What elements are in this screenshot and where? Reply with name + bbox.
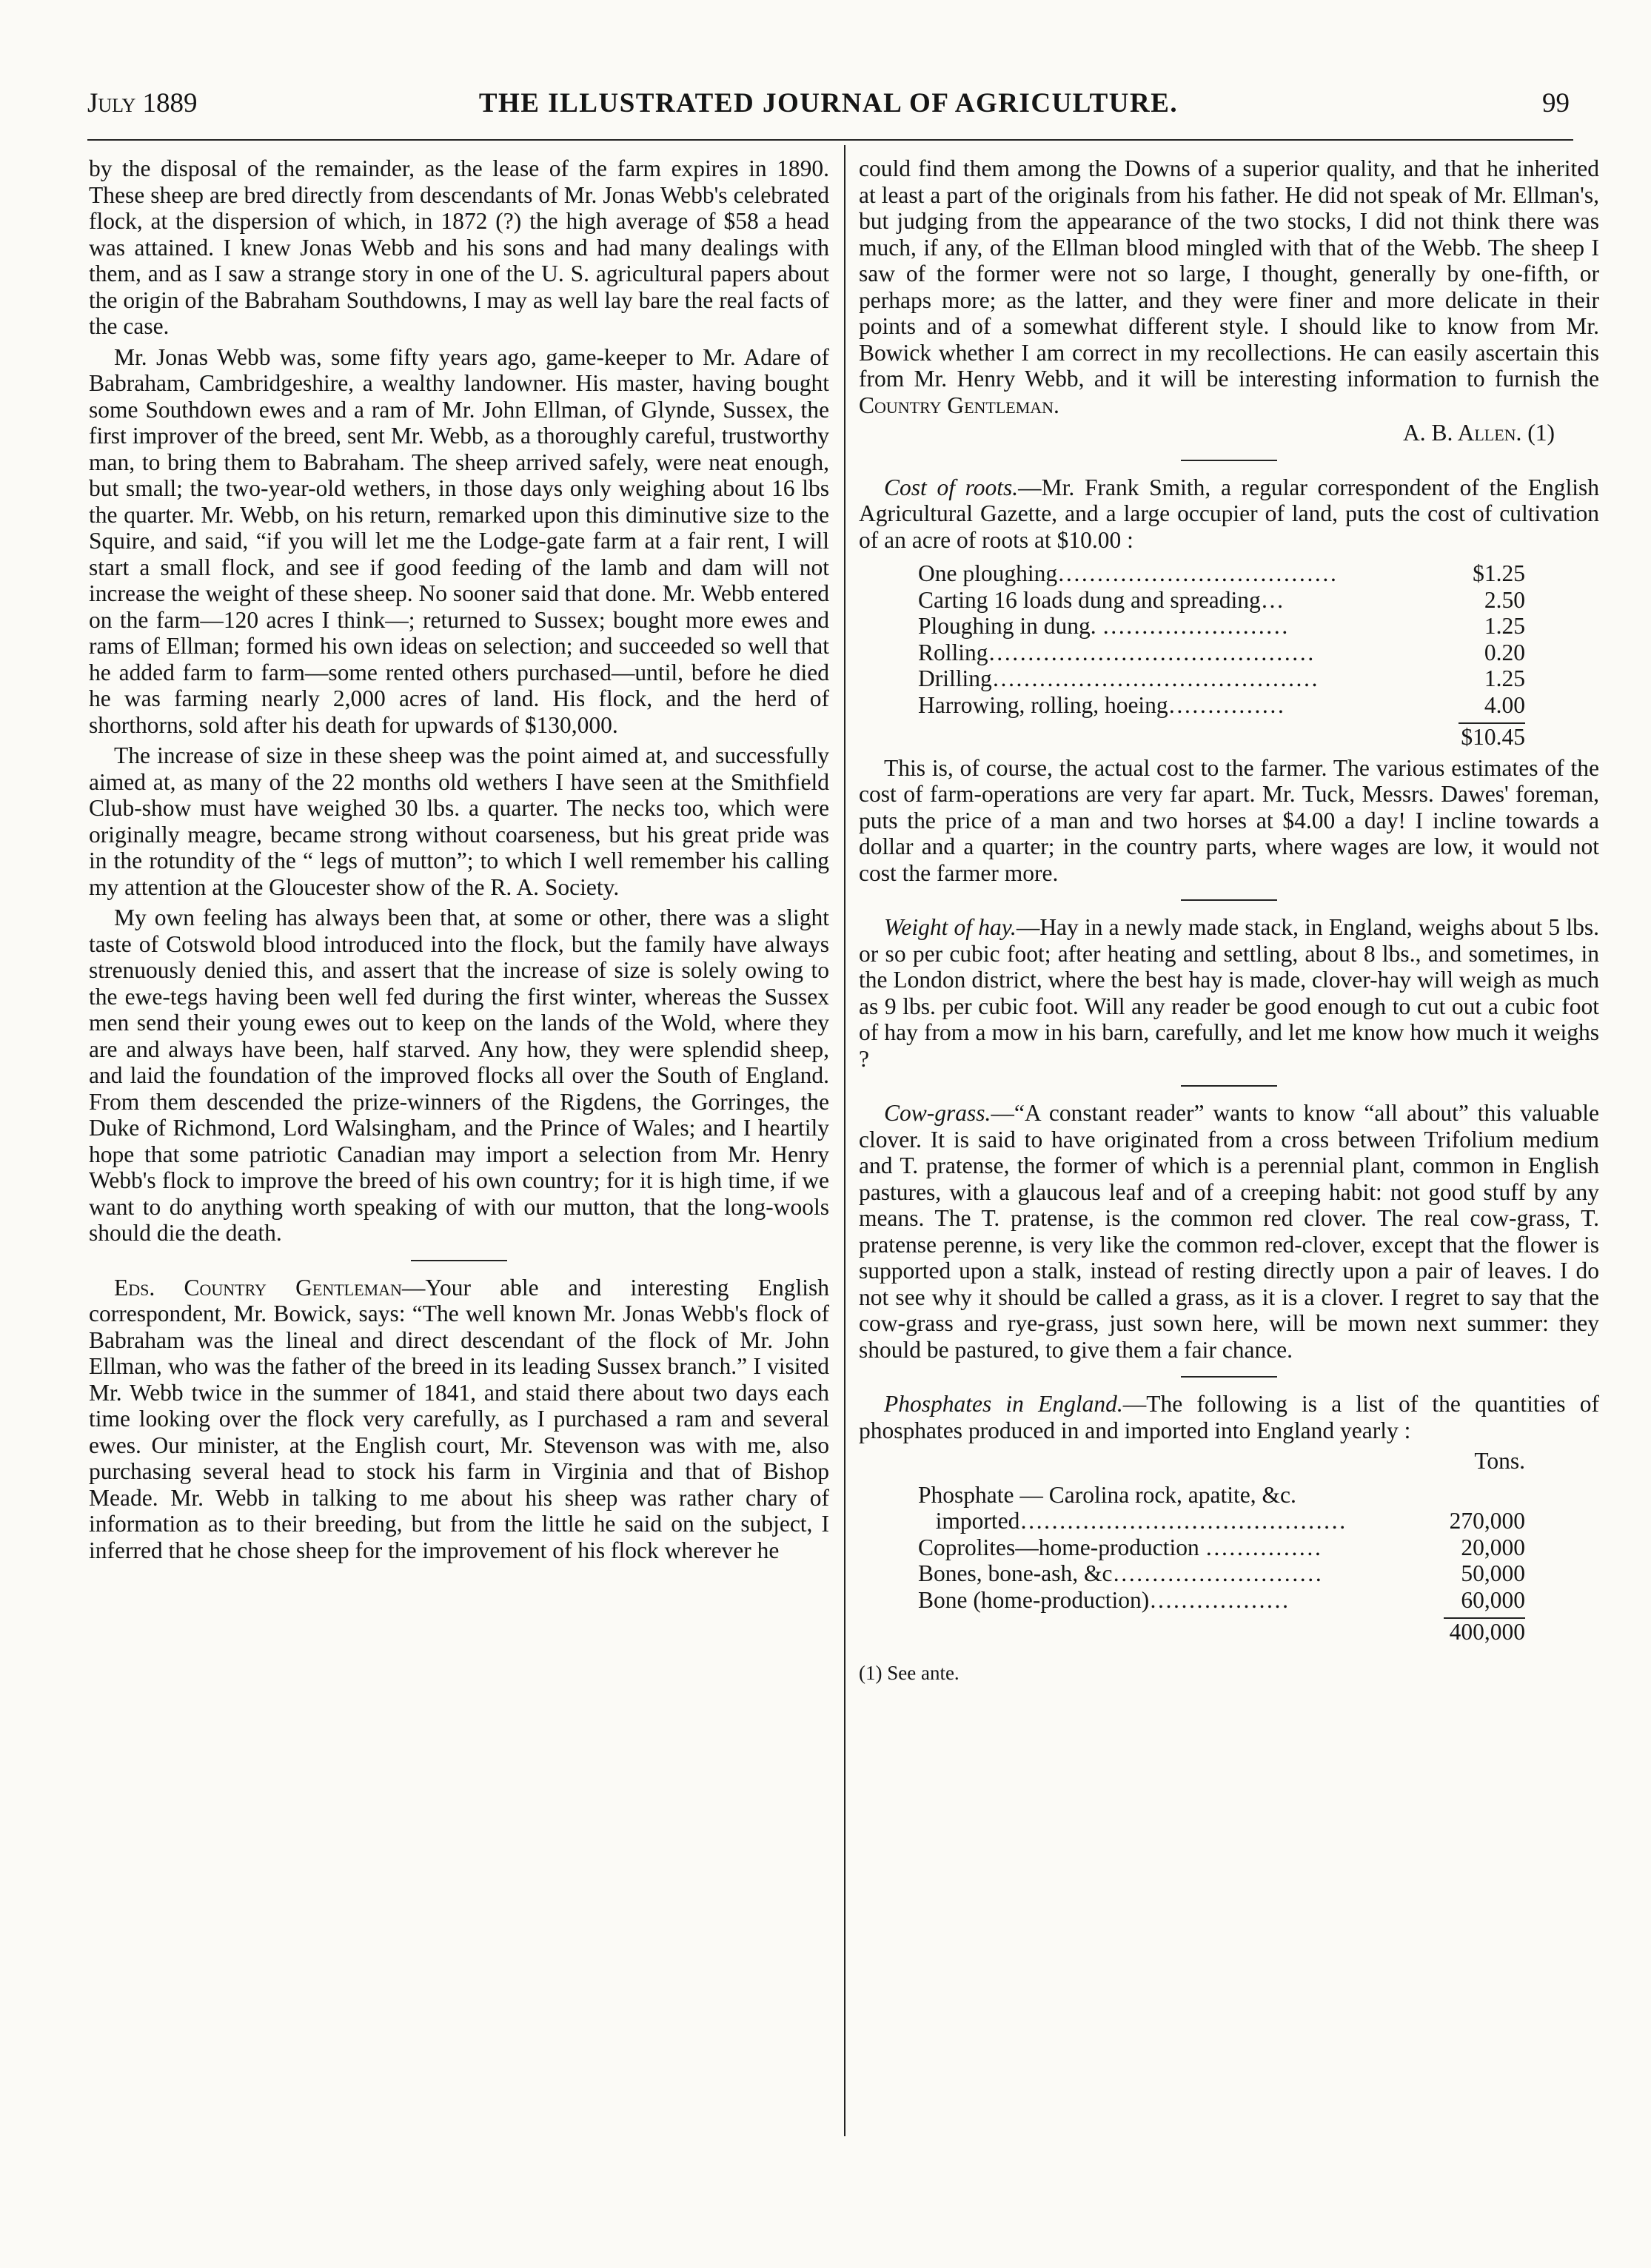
paragraph: Phosphates in England.—The following is a list of the quantities of phosphates produced in and imported into England yearly :: [859, 1391, 1599, 1443]
roots-total: $10.45: [1461, 724, 1525, 750]
paragraph: Mr. Jonas Webb was, some fifty years ago, game-keeper to Mr. Adare of Babraham, Cambridgeshire, a wealthy landowner. His master, having bought some Southdown ewes and a ram of Mr. John Ellman, of Glynde, Sussex, the first improver of the breed, sent Mr. Webb, as a thoroughly careful, trustworthy man, to bring them to Babraham. The sheep arrived safely, were neat enough, but small; the two-year-old wethers, in those days only weighing about 16 lbs the quarter. Mr. Webb, on his return, remarked upon this diminutive size to the Squire, and said, “if you will let me the Lodge-gate farm at a fair rent, I will start a small flock, and see if good feeding of the lamb and dam will not increase the weight of these sheep. No sooner said that done. Mr. Webb entered on the farm—120 acres I think—; returned to Sussex; bought more ewes and rams of Ellman; formed his own ideas on selection; and succeeded so well that he added farm to farm—some rented others purchased—until, before he died he was farming nearly 2,000 acres of land. His flock, and the herd of shorthorns, sold after his death for upwards of $130,000.: [89, 343, 829, 738]
row-item: Bones, bone-ash, &c………………………: [918, 1560, 1322, 1586]
row-amount: 50,000: [1461, 1560, 1525, 1586]
page-number: 99: [1542, 88, 1570, 118]
paragraph: The increase of size in these sheep was the point aimed at, and successfully aimed at, as many of the 22 months old wethers I have seen at the Smithfield Club-show must have weighed 30 lbs. a quarter. The necks too, which were originally meagre, became strong without coarseness, but his great pride was in the rotundity of the “ legs of mutton”; to which I well remember his calling my attention at the Gloucester show of the R. A. Society.: [89, 742, 829, 900]
row-item: Ploughing in dung. ……………………: [918, 613, 1289, 639]
table-row: [918, 665, 1525, 692]
footnote: (1) See ante.: [859, 1661, 960, 1684]
row-item: Rolling……………………………………: [918, 639, 1315, 665]
table-row: [918, 1560, 1525, 1587]
row-amount: 1.25: [1484, 665, 1525, 691]
section-heading: Weight of hay.: [884, 914, 1017, 940]
table-row: [918, 560, 1525, 587]
paragraph: by the disposal of the remainder, as the lease of the farm expires in 1890. These sheep are bred directly from descendants of Mr. Jonas Webb's celebrated flock, at the dispersion of which, in 1872 (?) the high average of $58 a head was attained. I knew Jonas Webb and his sons and had many dealings with them, and as I saw a strange story in one of the U. S. agricultural papers about the origin of the Babraham Southdowns, I may as well lay bare the real facts of the case.: [89, 155, 829, 339]
page-header: [87, 87, 1570, 132]
table-row: [918, 1508, 1525, 1534]
section-heading: Phosphates in England.: [884, 1391, 1123, 1417]
phosphates-unit: Tons.: [1474, 1448, 1525, 1474]
row-amount: $1.25: [1473, 560, 1525, 586]
paragraph: Cost of roots.—Mr. Frank Smith, a regular correspondent of the English Agricultural Gazette, and a large occupier of land, puts the cost of cultivation of an acre of roots at $10.00 :: [859, 474, 1600, 553]
table-row: [918, 640, 1525, 666]
phosphates-total-block: [1436, 1617, 1525, 1645]
row-item: One ploughing………………………………: [918, 560, 1338, 586]
row-item: imported……………………………………: [918, 1508, 1347, 1534]
paragraph: My own feeling has always been that, at some or other, there was a slight taste of Cotswold blood introduced into the flock, but the family have always strenuously denied this, and assert that the increase of size is solely owing to the ewe-tegs having been well fed during the first winter, whereas the Sussex men send their young ewes out to keep on the lands of the Wold, where they are and always have been, half starved. Any how, they were splendid sheep, and laid the foundation of the improved flocks all over the South of England. From them descended the prize-winners of the Rigdens, the Gorringes, the Duke of Richmond, Lord Walsingham, and the Prince of Wales; and I heartily hope that some patriotic Canadian may import a selection from Mr. Henry Webb's flock to improve the breed of his own country; for it is high time, if we want to do anything worth speaking of with our mutton, that the long-wools should die the death.: [89, 905, 829, 1246]
letter-heading: Eds. Country Gentleman: [114, 1274, 402, 1301]
roots-cost-table: [918, 560, 1525, 718]
journal-title: THE ILLUSTRATED JOURNAL OF AGRICULTURE.: [478, 88, 1179, 118]
paragraph: Eds. Country Gentleman—Your able and interesting English correspondent, Mr. Bowick, says: “The well known Mr. Jonas Webb's flock of Babraham was the lineal and direct descendant of the flock of Mr. John Ellman, who was the father of the breed in its leading Sussex branch.” I visited Mr. Webb twice in the summer of 1841, and staid there about two days each time looking over the flock very carefully, as I purchased a ram and several ewes. Our minister, at the English court, Mr. Stevenson was with me, also purchasing several head to stock his farm in Virginia and that of Bishop Meade. Mr. Webb in talking to me about his sheep was rather chary of information as to their breeding, but from the little he said on the subject, I inferred that he chose sheep for the improvement of his flock wherever he: [89, 1274, 829, 1563]
paragraph: Weight of hay.—Hay in a newly made stack, in England, weighs about 5 lbs. or so per cubic foot; after heating and settling, about 8 lbs., and sometimes, in the London district, where the best hay is made, clover-hay will weigh as much as 9 lbs. per cubic foot. Will any reader be good enough to cut out a cubic foot of hay from a mow in his barn, carefully, and let me know how much it weighs ?: [859, 914, 1599, 1072]
row-amount: 1.25: [1484, 613, 1525, 639]
section-divider: [1181, 460, 1277, 461]
phosphates-total: 400,000: [1449, 1619, 1525, 1645]
row-item: Bone (home-production)………………: [918, 1586, 1290, 1613]
row-amount: 2.50: [1484, 586, 1525, 613]
header-rule: [87, 139, 1573, 141]
section-divider: [411, 1260, 507, 1261]
left-column: [89, 155, 829, 1568]
row-amount: 60,000: [1461, 1586, 1525, 1613]
section-divider: [1181, 1085, 1277, 1087]
table-row: [918, 1587, 1525, 1614]
row-amount: 270,000: [1449, 1508, 1525, 1534]
signature: A. B. Allen. (1): [1403, 420, 1555, 446]
table-row: [918, 692, 1525, 719]
row-amount: 20,000: [1461, 1534, 1525, 1560]
issue-date: July 1889: [87, 88, 198, 118]
row-item: Coprolites—home-production ……………: [918, 1534, 1322, 1560]
right-column: [859, 155, 1599, 1686]
table-row: [918, 613, 1525, 640]
table-row: [918, 1534, 1525, 1561]
column-divider: [844, 145, 845, 2136]
table-row: [918, 1482, 1525, 1509]
row-item: Phosphate — Carolina rock, apatite, &c.: [918, 1481, 1296, 1508]
row-amount: [1436, 1482, 1525, 1509]
paragraph: This is, of course, the actual cost to the farmer. The various estimates of the cost of farm-operations are very far apart. Mr. Tuck, Messrs. Dawes' foreman, puts the price of a man and two horses at $4.00 a day! I incline towards a dollar and a quarter; in the country parts, where wages are low, it would not cost the farmer more.: [859, 754, 1599, 886]
section-heading: Cost of roots.: [884, 474, 1019, 500]
row-item: Carting 16 loads dung and spreading…: [918, 586, 1285, 613]
section-divider: [1181, 1376, 1277, 1378]
paragraph: Cow-grass.—“A constant reader” wants to know “all about” this valuable clover. It is said to have originated from a cross between Trifolium medium and T. pratense, the former of which is a perennial plant, common in English pastures, with a glaucous leaf and of a creeping habit: not good stuff by any means. The T. pratense, is the common red clover. The real cow-grass, T. pratense perenne, is very like the common red-clover, except that the flower is supported upon a stalk, instead of resting directly upon a pair of leaves. I do not see why it should be called a grass, as it is a clover. I regret to say that the cow-grass and rye-grass, just sown here, will be mown next summer: they should be pastured, to give them a fair chance.: [859, 1100, 1599, 1363]
section-heading: Cow-grass.: [884, 1100, 991, 1126]
roots-total-block: [1436, 722, 1525, 751]
row-amount: 0.20: [1484, 639, 1525, 665]
row-item: Harrowing, rolling, hoeing……………: [918, 691, 1285, 718]
row-amount: 4.00: [1484, 691, 1525, 718]
phosphates-table: [918, 1482, 1525, 1614]
row-item: Drilling……………………………………: [918, 665, 1319, 691]
paragraph: could find them among the Downs of a superior quality, and that he inherited at least a part of the originals from his father. He did not speak of Mr. Ellman's, but judging from the appearance of the two stocks, I did not think there was much, if any, of the Ellman blood mingled with that of the Webb. The sheep I saw of the former were not so large, I thought, generally by one-fifth, or perhaps more; as the latter, and they were finer and more delicate in their points and of a somewhat different style. I should like to know from Mr. Bowick whether I am correct in my recollections. He can easily ascertain this from Mr. Henry Webb, and it will be interesting information to furnish the Country Gentleman.: [859, 155, 1599, 418]
section-divider: [1181, 899, 1277, 901]
table-row: [918, 587, 1525, 614]
